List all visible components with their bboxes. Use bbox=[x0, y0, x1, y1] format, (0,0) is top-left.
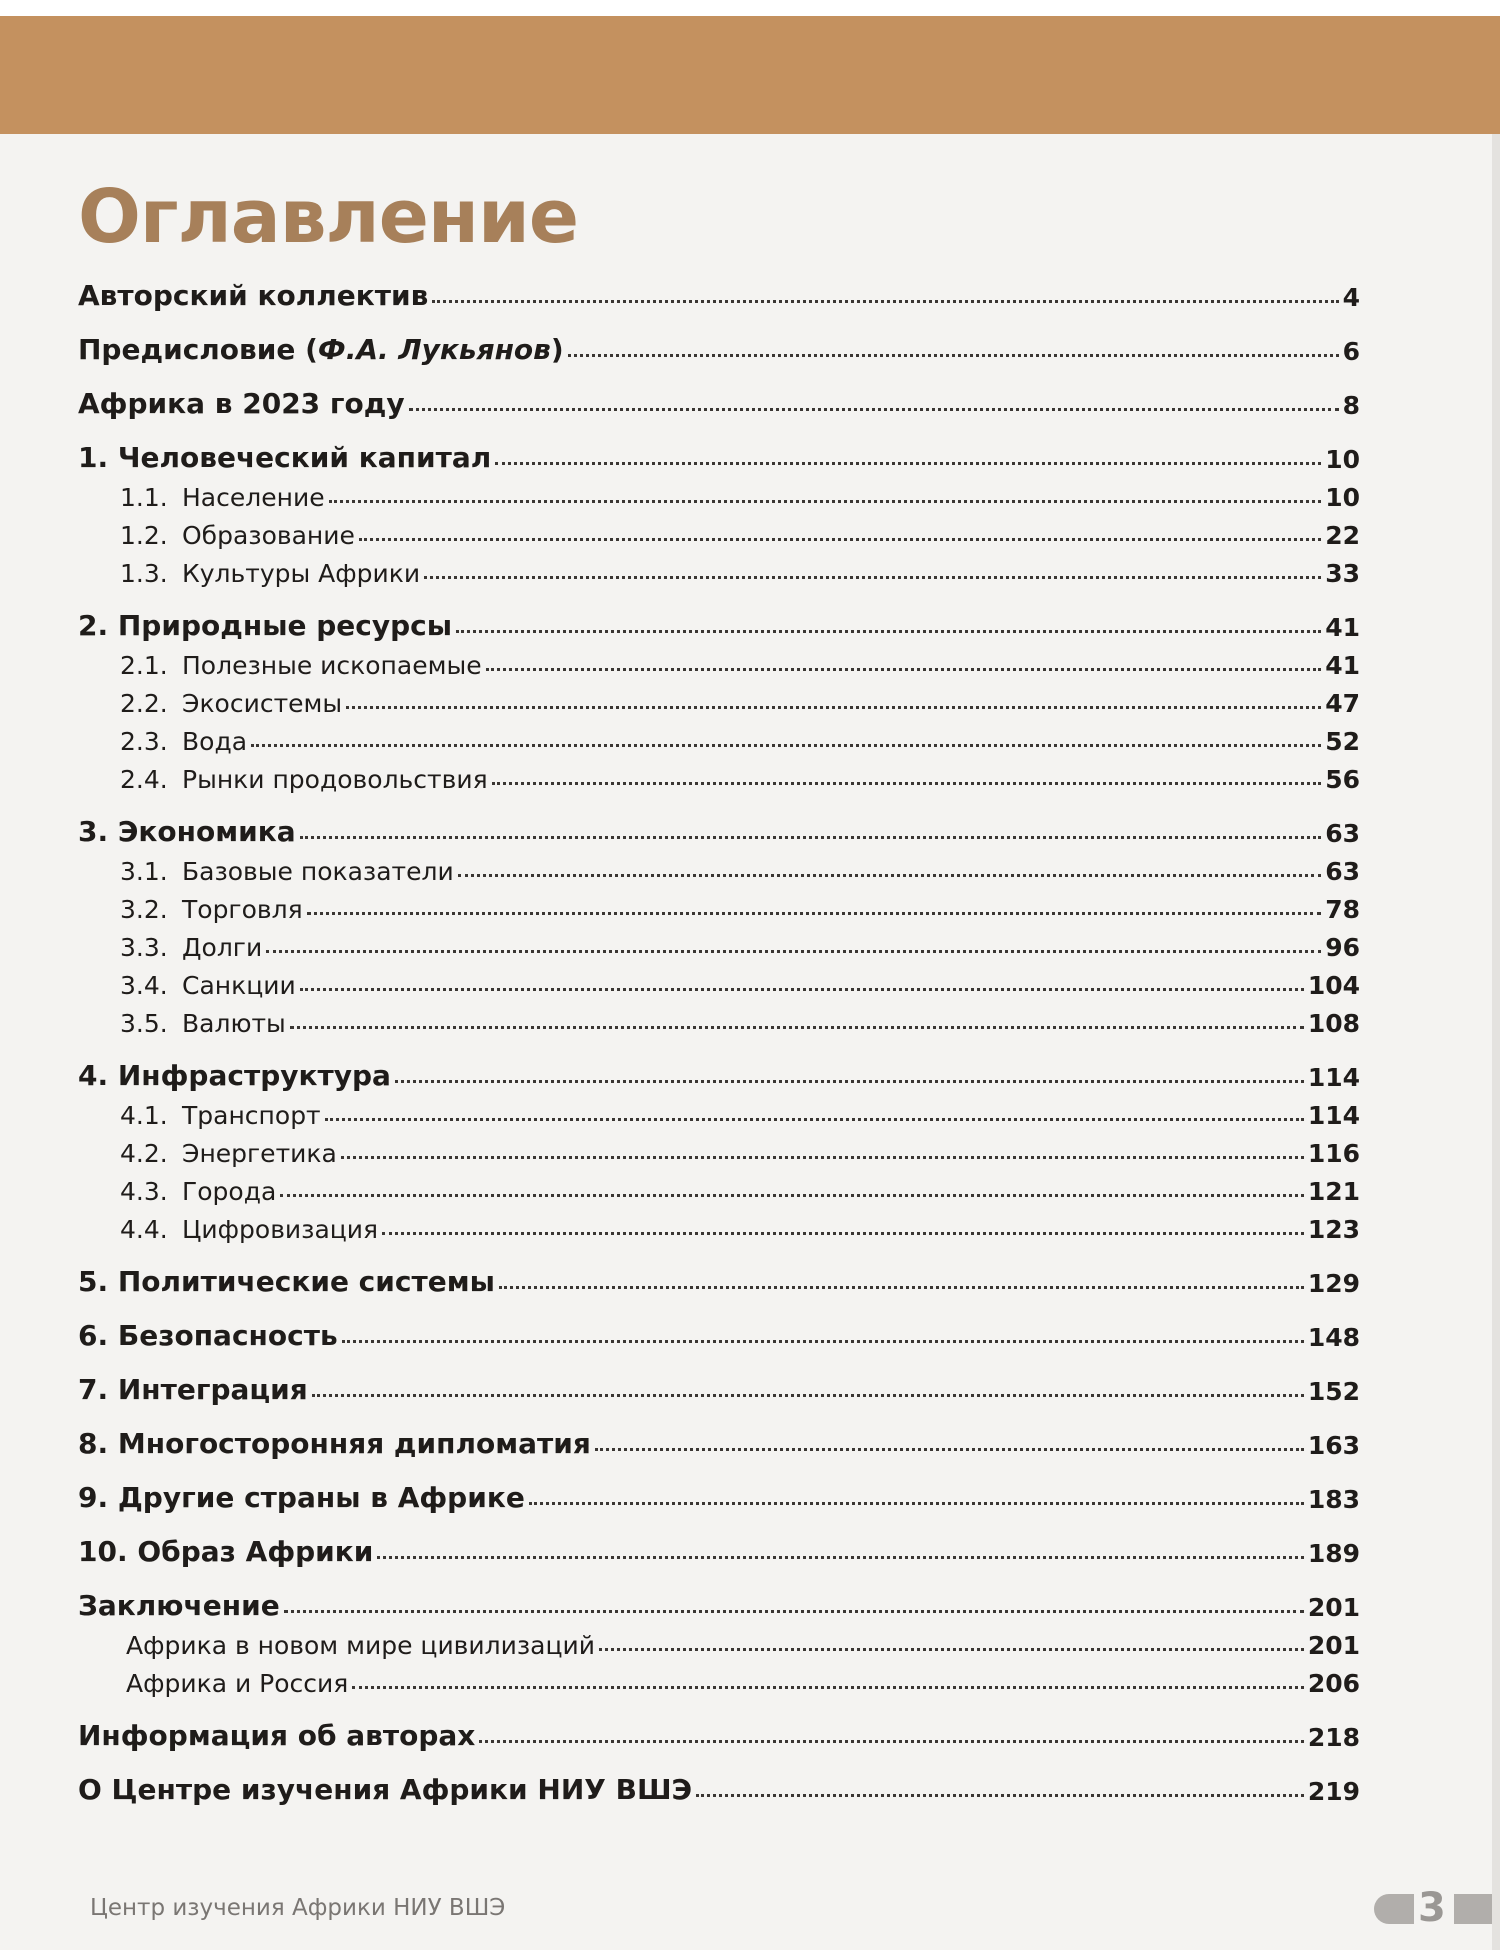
toc-page-number: 8 bbox=[1342, 391, 1360, 420]
toc-label-text: 6. Безопасность bbox=[78, 1319, 338, 1352]
toc-dot-leader bbox=[486, 668, 1322, 671]
toc-dot-leader bbox=[346, 706, 1321, 709]
toc-label-text: Африка и Россия bbox=[126, 1669, 349, 1698]
toc-dot-leader bbox=[341, 1156, 1304, 1159]
toc-page-number: 219 bbox=[1307, 1777, 1360, 1806]
toc-dot-leader bbox=[280, 1194, 1304, 1197]
toc-page-number: 129 bbox=[1307, 1269, 1360, 1298]
toc-page-number: 52 bbox=[1325, 727, 1360, 756]
toc-label-text: Африка в 2023 году bbox=[78, 387, 405, 420]
toc-dot-leader bbox=[284, 1610, 1304, 1613]
toc-entry-title bbox=[78, 1265, 495, 1298]
toc-page-number: 10 bbox=[1325, 483, 1360, 512]
toc-dot-leader bbox=[382, 1232, 1304, 1235]
toc-subentry bbox=[78, 922, 1360, 962]
toc-page-number: 189 bbox=[1307, 1539, 1360, 1568]
toc-author-name: Ф.А. Лукьянов bbox=[317, 333, 551, 366]
toc-section-number: 1.2. bbox=[120, 521, 168, 550]
toc-entry-title bbox=[78, 1101, 321, 1130]
toc-label-text: 7. Интеграция bbox=[78, 1373, 308, 1406]
toc-dot-leader bbox=[568, 354, 1339, 357]
toc-subentry bbox=[78, 510, 1360, 550]
toc-entry bbox=[78, 1366, 1360, 1406]
toc-label-text: Города bbox=[182, 1177, 277, 1206]
toc-label-text: Валюты bbox=[182, 1009, 286, 1038]
toc-entry-title bbox=[78, 1669, 348, 1698]
toc-label-text: О Центре изучения Африки НИУ ВШЭ bbox=[78, 1773, 693, 1806]
toc-label-text: Культуры Африки bbox=[182, 559, 421, 588]
toc-entry-title bbox=[78, 1427, 591, 1460]
toc-page-number: 78 bbox=[1325, 895, 1360, 924]
toc-label-text: 10. Образ Африки bbox=[78, 1535, 374, 1568]
toc-label-text: 3. Экономика bbox=[78, 815, 296, 848]
toc-section-number: 3.2. bbox=[120, 895, 168, 924]
toc-label-text: Санкции bbox=[182, 971, 296, 1000]
toc-label-text: 5. Политические системы bbox=[78, 1265, 495, 1298]
toc-dot-leader bbox=[456, 630, 1321, 633]
toc-page-number: 116 bbox=[1307, 1139, 1360, 1168]
toc-subentry bbox=[78, 1090, 1360, 1130]
toc-section-number: 3.1. bbox=[120, 857, 168, 886]
toc-entry-title bbox=[78, 333, 564, 366]
footer-publisher: Центр изучения Африки НИУ ВШЭ bbox=[90, 1895, 506, 1921]
toc-label-text: Экосистемы bbox=[182, 689, 343, 718]
toc-page-number: 201 bbox=[1307, 1593, 1360, 1622]
toc-page-number: 148 bbox=[1307, 1323, 1360, 1352]
toc-subentry bbox=[78, 678, 1360, 718]
toc-label-text: 1. Человеческий капитал bbox=[78, 441, 492, 474]
toc-entry-title bbox=[78, 521, 355, 550]
toc-dot-leader bbox=[325, 1118, 1304, 1121]
toc-label-text: Энергетика bbox=[182, 1139, 337, 1168]
toc-entry-title bbox=[78, 559, 420, 588]
page-title: Оглавление bbox=[78, 174, 579, 260]
toc-dot-leader bbox=[251, 744, 1321, 747]
toc-entry bbox=[78, 1582, 1360, 1622]
toc-page-number: 10 bbox=[1325, 445, 1360, 474]
toc-section-number: 3.4. bbox=[120, 971, 168, 1000]
toc-dot-leader bbox=[307, 912, 1322, 915]
toc-dot-leader bbox=[312, 1394, 1304, 1397]
toc-page-number: 56 bbox=[1325, 765, 1360, 794]
toc-page-number: 183 bbox=[1307, 1485, 1360, 1514]
toc-subentry bbox=[78, 884, 1360, 924]
toc-page-number: 6 bbox=[1342, 337, 1360, 366]
toc-page-number: 218 bbox=[1307, 1723, 1360, 1752]
toc-label-text: Информация об авторах bbox=[78, 1719, 476, 1752]
toc-entry-title bbox=[78, 1059, 391, 1092]
toc-entry-title bbox=[78, 1009, 286, 1038]
page-number-badge bbox=[1374, 1886, 1492, 1930]
toc-entry-title bbox=[78, 895, 303, 924]
toc-label-text: Полезные ископаемые bbox=[182, 651, 482, 680]
toc-label-text: Население bbox=[182, 483, 325, 512]
toc-dot-leader bbox=[377, 1556, 1303, 1559]
toc-entry bbox=[78, 1528, 1360, 1568]
header-color-bar bbox=[0, 16, 1500, 134]
toc-page-number: 63 bbox=[1325, 819, 1360, 848]
toc-label-text: Торговля bbox=[182, 895, 303, 924]
toc-page-number: 96 bbox=[1325, 933, 1360, 962]
toc-dot-leader bbox=[300, 836, 1322, 839]
page-top-margin bbox=[0, 0, 1500, 16]
toc-entry-title bbox=[78, 1481, 525, 1514]
toc-dot-leader bbox=[395, 1080, 1304, 1083]
toc-page-number: 108 bbox=[1307, 1009, 1360, 1038]
toc-entry bbox=[78, 602, 1360, 642]
toc-entry bbox=[78, 434, 1360, 474]
page-badge-left-shape bbox=[1374, 1894, 1414, 1924]
toc-page-number: 123 bbox=[1307, 1215, 1360, 1244]
toc-page-number: 152 bbox=[1307, 1377, 1360, 1406]
toc-dot-leader bbox=[359, 538, 1321, 541]
page-number: 3 bbox=[1418, 1885, 1446, 1931]
toc-label-text: 4. Инфраструктура bbox=[78, 1059, 391, 1092]
toc-entry-title bbox=[78, 765, 488, 794]
toc-dot-leader bbox=[424, 576, 1321, 579]
toc-section-number: 2.3. bbox=[120, 727, 168, 756]
toc-page-number: 41 bbox=[1325, 651, 1360, 680]
toc-entry-title bbox=[78, 609, 452, 642]
toc-section-number: 4.1. bbox=[120, 1101, 168, 1130]
toc-entry-title bbox=[78, 857, 454, 886]
toc-label-text: Африка в новом мире цивилизаций bbox=[126, 1631, 596, 1660]
toc-entry-title bbox=[78, 971, 296, 1000]
toc-entry-title bbox=[78, 1215, 378, 1244]
toc-entry bbox=[78, 1258, 1360, 1298]
toc-section-number: 3.5. bbox=[120, 1009, 168, 1038]
toc-entry-title bbox=[78, 483, 325, 512]
toc-subentry bbox=[78, 1166, 1360, 1206]
toc-entry-title bbox=[78, 1535, 373, 1568]
toc-label-text: 8. Многосторонняя дипломатия bbox=[78, 1427, 591, 1460]
toc-dot-leader bbox=[479, 1740, 1303, 1743]
toc-section-number: 2.2. bbox=[120, 689, 168, 718]
toc-section-number: 1.1. bbox=[120, 483, 168, 512]
page-edge-shadow bbox=[1492, 134, 1500, 1950]
toc-dot-leader bbox=[329, 500, 1322, 503]
toc-dot-leader bbox=[290, 1026, 1304, 1029]
toc-entry-title bbox=[78, 651, 482, 680]
toc-dot-leader bbox=[599, 1648, 1304, 1651]
toc-page-number: 163 bbox=[1307, 1431, 1360, 1460]
toc-subentry bbox=[78, 472, 1360, 512]
toc-page-number: 114 bbox=[1307, 1101, 1360, 1130]
toc-subentry bbox=[78, 716, 1360, 756]
toc-subentry bbox=[78, 548, 1360, 588]
toc-entry bbox=[78, 1712, 1360, 1752]
toc-section-number: 1.3. bbox=[120, 559, 168, 588]
toc-dot-leader bbox=[432, 300, 1338, 303]
toc-subentry bbox=[78, 1128, 1360, 1168]
toc-label-text: Заключение bbox=[78, 1589, 280, 1622]
toc-entry-title bbox=[78, 387, 405, 420]
toc-dot-leader bbox=[595, 1448, 1304, 1451]
toc-entry-title bbox=[78, 1177, 276, 1206]
toc-page-number: 201 bbox=[1307, 1631, 1360, 1660]
toc-dot-leader bbox=[352, 1686, 1304, 1689]
toc-section-number: 4.3. bbox=[120, 1177, 168, 1206]
toc-entry-title bbox=[78, 1139, 337, 1168]
toc-entry-title bbox=[78, 1589, 280, 1622]
toc-entry-title bbox=[78, 441, 491, 474]
toc-section-number: 3.3. bbox=[120, 933, 168, 962]
toc-subentry bbox=[78, 754, 1360, 794]
toc-entry-title bbox=[78, 727, 247, 756]
toc-subentry bbox=[78, 640, 1360, 680]
toc-section-number: 2.4. bbox=[120, 765, 168, 794]
toc-page-number: 104 bbox=[1307, 971, 1360, 1000]
toc-entry-title bbox=[78, 1773, 692, 1806]
toc-dot-leader bbox=[266, 950, 1321, 953]
toc-label-text: Цифровизация bbox=[182, 1215, 379, 1244]
toc-entry-title bbox=[78, 1631, 595, 1660]
toc-entry bbox=[78, 1052, 1360, 1092]
toc-entry bbox=[78, 808, 1360, 848]
toc-dot-leader bbox=[529, 1502, 1304, 1505]
toc-label-text: Базовые показатели bbox=[182, 857, 454, 886]
toc-entry bbox=[78, 272, 1360, 312]
toc-dot-leader bbox=[300, 988, 1304, 991]
toc-dot-leader bbox=[409, 408, 1339, 411]
toc-entry bbox=[78, 1420, 1360, 1460]
toc-page-number: 121 bbox=[1307, 1177, 1360, 1206]
toc-subentry bbox=[78, 998, 1360, 1038]
toc-dot-leader bbox=[492, 782, 1322, 785]
toc-page-number: 47 bbox=[1325, 689, 1360, 718]
toc-entry-title bbox=[78, 1319, 338, 1352]
toc-dot-leader bbox=[342, 1340, 1304, 1343]
toc-entry-title bbox=[78, 815, 296, 848]
toc-dot-leader bbox=[495, 462, 1321, 465]
toc-page-number: 206 bbox=[1307, 1669, 1360, 1698]
toc-label-text: Авторский коллектив bbox=[78, 279, 429, 312]
page-badge-right-shape bbox=[1454, 1894, 1492, 1924]
toc-label-text: Вода bbox=[182, 727, 248, 756]
toc-entry-title bbox=[78, 1719, 475, 1752]
toc-subentry bbox=[78, 846, 1360, 886]
toc-entry bbox=[78, 380, 1360, 420]
toc-label-closing: ) bbox=[550, 333, 564, 366]
toc-label-text: 2. Природные ресурсы bbox=[78, 609, 453, 642]
toc-label-text: Образование bbox=[182, 521, 355, 550]
toc-label-text: Предисловие ( bbox=[78, 333, 318, 366]
toc-entry-title bbox=[78, 279, 428, 312]
toc-label-text: Транспорт bbox=[182, 1101, 321, 1130]
toc-entry bbox=[78, 1474, 1360, 1514]
toc-dot-leader bbox=[696, 1794, 1304, 1797]
toc-subentry bbox=[78, 1658, 1360, 1698]
toc-section-number: 4.2. bbox=[120, 1139, 168, 1168]
toc-entry-title bbox=[78, 1373, 308, 1406]
toc-dot-leader bbox=[458, 874, 1321, 877]
toc-entry bbox=[78, 1766, 1360, 1806]
toc-section-number: 4.4. bbox=[120, 1215, 168, 1244]
toc-entry-title bbox=[78, 933, 262, 962]
toc-label-text: 9. Другие страны в Африке bbox=[78, 1481, 525, 1514]
toc-page-number: 41 bbox=[1325, 613, 1360, 642]
toc-subentry bbox=[78, 1620, 1360, 1660]
toc-section-number: 2.1. bbox=[120, 651, 168, 680]
toc-entry bbox=[78, 326, 1360, 366]
toc-entry bbox=[78, 1312, 1360, 1352]
toc-label-text: Долги bbox=[182, 933, 263, 962]
toc-page-number: 22 bbox=[1325, 521, 1360, 550]
toc-page-number: 63 bbox=[1325, 857, 1360, 886]
toc-dot-leader bbox=[499, 1286, 1304, 1289]
toc-entry-title bbox=[78, 689, 342, 718]
toc-page-number: 4 bbox=[1342, 283, 1360, 312]
toc-subentry bbox=[78, 960, 1360, 1000]
toc-subentry bbox=[78, 1204, 1360, 1244]
toc-label-text: Рынки продовольствия bbox=[182, 765, 488, 794]
toc-page-number: 33 bbox=[1325, 559, 1360, 588]
toc-page-number: 114 bbox=[1307, 1063, 1360, 1092]
